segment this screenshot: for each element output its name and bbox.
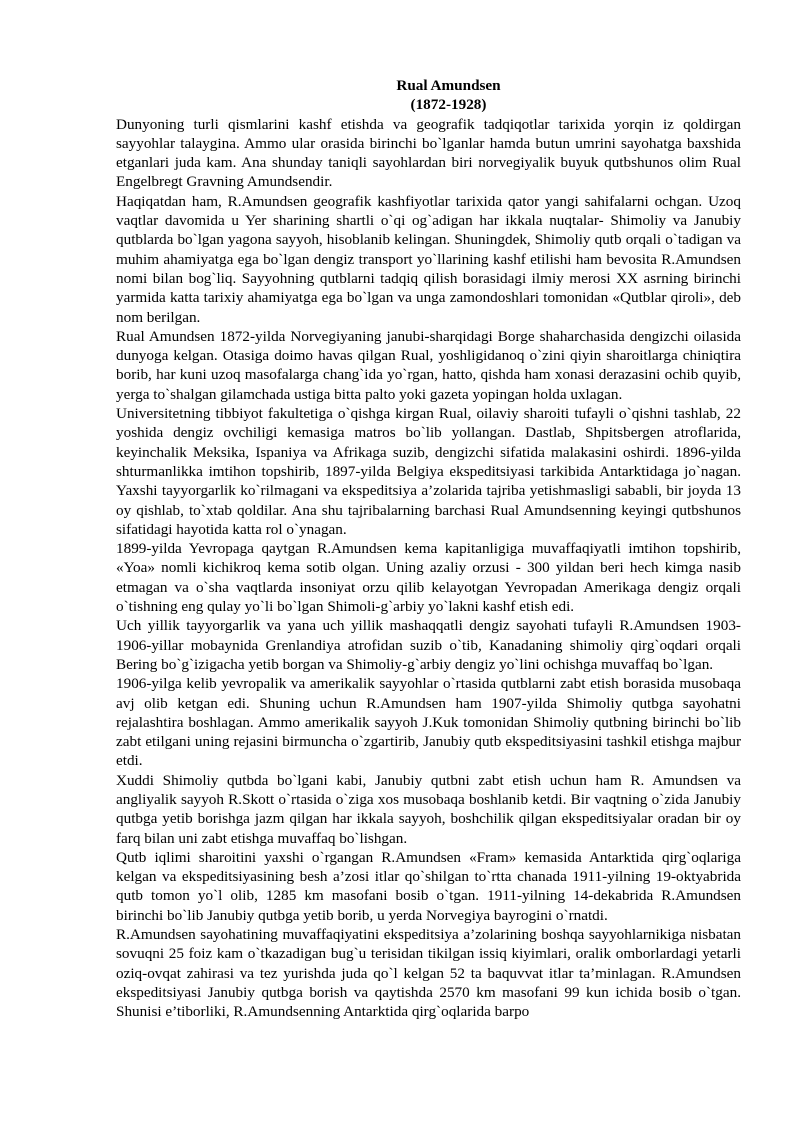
document-title: Rual Amundsen (396, 77, 501, 94)
paragraph-intro: Dunyoning turli qismlarini kashf etishda va geografik tadqiqotlar tarixida yorqin iz qoldirgan sayyohlar talaygina. Ammo ular orasida birinchi bo`lganlar hamda butun umrini sayohatga baxshida etganlari juda kam. Ana shunday taniqli sayohlardan biri norvegiyalik buyuk qutbshunos olim Rual Engelbregt Gravning Amundsendir. (116, 115, 741, 191)
paragraph-pole-race: 1906-yilga kelib yevropalik va amerikalik sayyohlar o`rtasida qutblarni zabt etish borasida musobaqa avj olib ketgan edi. Shuning uchun R.Amundsen ham 1907-yilda Shimoliy qutbga sayohatni rejalashtira boshlagan. Ammo amerikalik sayyoh J.Kuk tomonidan Shimoliy qutbning birinchi bo`lib zabt etilgani uning rejasini birmuncha o`zgartirib, Janubiy qutb ekspeditsiyasini tashkil etishga majbur etdi. (116, 675, 741, 770)
paragraph-success-factors: R.Amundsen sayohatining muvaffaqiyatini ekspeditsiya a’zolarining boshqa sayyohlarnikiga nisbatan sovuqni 25 foiz kam o`tkazadigan bug`u terisidan tikilgan issiq kiyimlari, oralik omborlardagi yetarli oziq-ovqat zahirasi va tez yurishda juda qo`l kelgan 52 ta baquvvat itlar ta’minlagan. R.Amundsen ekspeditsiyasi Janubiy qutbga borish va qaytishda 2570 km masofani 99 kun ichida bosib o`tgan. Shunisi e’tiborliki, R.Amundsenning Antarktida qirg`oqlarida barpo (116, 926, 741, 1021)
paragraph-northwest-passage: Uch yillik tayyorgarlik va yana uch yillik mashaqqatli dengiz sayohati tufayli R.Amundsen 1903-1906-yillar mobaynida Grenlandiya atrofidan suzib o`tib, Kanadaning shimoliy qirg`oqdari orqali Bering bo`g`izigacha yetib borgan va Shimoliy-g`arbiy dengiz yo`lini ochishga muvaffaq bo`lgan. (116, 617, 741, 673)
document-dates: (1872-1928) (410, 96, 487, 114)
paragraph-early-career: Universitetning tibbiyot fakultetiga o`qishga kirgan Rual, oilaviy sharoiti tufayli o`qishni tashlab, 22 yoshida dengiz ovchiligi kemasiga matros bo`lib yollangan. Dastlab, Shpitsbergen atroflarida, keyinchalik Meksika, Ispaniya va Afrikaga suzib, dengizchi sifatida malakasini oshirdi. 1896-yilda shturmanlikka imtihon topshirib, 1897-yilda Belgiya ekspeditsiyasi tarkibida Antarktidaga jo`nagan. Yaxshi tayyorgarlik ko`rilmagani va ekspeditsiya a’zolarida tajriba yetishmasligi sababli, bir joyda 13 oy qishlab, to`xtab qoldilar. Ana shu tajribalarning barchasi Rual Amundsenning keyingi qutbshunos sifatidagi hayotida katta rol o`ynagan. (116, 405, 741, 538)
paragraph-discoveries: Haqiqatdan ham, R.Amundsen geografik kashfiyotlar tarixida qator yangi sahifalarni ochgan. Uzoq vaqtlar davomida u Yer sharining shartli o`qi og`adigan har ikkala nuqtalar- Shimoliy va Janubiy qutblarda bo`lgan yagona sayyoh, hisoblanib kelingan. Shuningdek, Shimoliy qutb orqali o`tadigan va muhim ahamiyatga ega bo`lgan dengiz transport yo`llarining kashf etilishi ham bevosita R.Amundsen nomi bilan bog`liq. Sayyohning qutblarni tadqiq qilish borasidagi ilmiy merosi XX asrning birinchi yarmida katta tarixiy ahamiyatga ega bo`lgan va unga zamondoshlari tomonidan «Qutblar qiroli», deb nom berilgan. (116, 192, 741, 326)
paragraph-fram-expedition: Qutb iqlimi sharoitini yaxshi o`rgangan R.Amundsen «Fram» kemasida Antarktida qirg`oqlariga kelgan va ekspeditsiyasining besh a’zosi itlar qo`shilgan to`rtta chanada 1911-yilning 19-oktyabrida qutb tomon yo`l olib, 1285 km masofani bosib o`tgan. 1911-yilning 14-dekabrida R.Amundsen birinchi bo`lib Janubiy qutbga yetib borib, u yerda Norvegiya bayrogini o`rnatdi. (116, 848, 741, 924)
paragraph-childhood: Rual Amundsen 1872-yilda Norvegiyaning janubi-sharqidagi Borge shaharchasida dengizchi oilasida dunyoga kelgan. Otasiga doimo havas qilgan Rual, yoshligidanoq o`zini qiyin sharoitlarga chiniqtira borib, har kuni uzoq masofalarga chang`ida yo`rgan, hatto, qishda ham xonasi derazasini ochib quyib, yerga to`shalgan gilamchada ustiga bitta palto yoki gazeta yopingan holda uxlagan. (116, 327, 741, 403)
paragraph-south-pole-rivalry: Xuddi Shimoliy qutbda bo`lgani kabi, Janubiy qutbni zabt etish uchun ham R. Amundsen va angliyalik sayyoh R.Skott o`rtasida o`ziga xos musobaqa boshlanib ketdi. Bir vaqtning o`zida Janubiy qutbga yetib borishga jazm qilgan har ikkala sayyoh, boshchilik qilgan ekspeditsiyalar oradan bir oy farq bilan uni zabt etishga muvaffaq bo`lishgan. (116, 771, 741, 847)
paragraph-yoa-ship: 1899-yilda Yevropaga qaytgan R.Amundsen kema kapitanligiga muvaffaqiyatli imtihon topshirib, «Yoa» nomli kichikroq kema sotib olgan. Uning azaliy orzusi - 300 yildan beri hech kimga nasib etmagan va o`sha vaqtlarda insoniyat orzu qilib kelayotgan Yevropadan Amerikaga dengiz orqali o`tishning eng qulay yo`li bo`lgan Shimoli-g`arbiy yo`lakni kashf etish edi. (116, 540, 741, 616)
document-page (116, 76, 741, 1022)
